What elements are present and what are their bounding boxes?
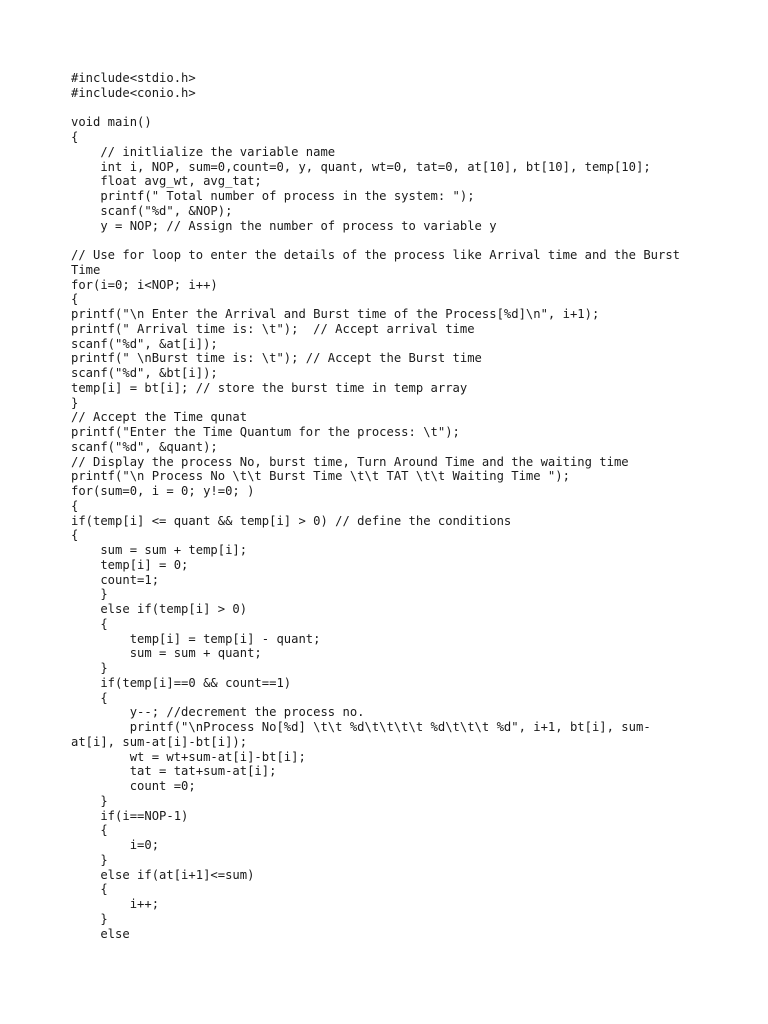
code-line: float avg_wt, avg_tat; (71, 174, 262, 189)
code-line: else (71, 926, 130, 941)
code-line: y--; //decrement the process no. (71, 705, 365, 720)
code-line: } (71, 395, 79, 410)
code-line: tat = tat+sum-at[i]; (71, 764, 277, 779)
code-line: if(temp[i] <= quant && temp[i] > 0) // define the conditions (71, 513, 512, 528)
code-line: printf("Enter the Time Quantum for the process: \t"); (71, 425, 460, 439)
code-line: #include<conio.h> (71, 85, 196, 100)
code-line: temp[i] = bt[i]; // store the burst time in temp array (71, 380, 468, 395)
code-line (71, 233, 731, 248)
code-line: { (71, 882, 108, 897)
code-line: #include<stdio.h> (71, 71, 196, 85)
code-line: { (71, 130, 79, 144)
code-line: else if(at[i+1]<=sum) (71, 867, 255, 882)
code-line: void main() (71, 115, 152, 130)
code-listing (71, 71, 731, 941)
code-line: printf("\n Enter the Arrival and Burst time of the Process[%d]\n", i+1); (71, 307, 600, 321)
code-line: { (71, 823, 108, 838)
code-line (71, 101, 731, 116)
code-line: Time (71, 262, 101, 277)
code-line: i++; (71, 897, 160, 911)
code-line: temp[i] = 0; (71, 557, 189, 572)
code-line: { (71, 690, 108, 705)
code-line: scanf("%d", &quant); (71, 439, 218, 454)
code-line: } (71, 852, 108, 867)
code-line: } (71, 793, 108, 808)
code-line: for(i=0; i<NOP; i++) (71, 277, 218, 292)
code-line: printf("\n Process No \t\t Burst Time \t\t TAT \t\t Waiting Time "); (71, 469, 570, 484)
code-line: { (71, 616, 108, 631)
code-line: // Use for loop to enter the details of the process like Arrival time and the Burst (71, 248, 681, 262)
code-line: if(temp[i]==0 && count==1) (71, 675, 292, 690)
code-line: sum = sum + quant; (71, 646, 262, 661)
code-line: scanf("%d", &at[i]); (71, 336, 218, 351)
code-line: // Accept the Time qunat (71, 410, 248, 425)
code-line: { (71, 498, 79, 513)
code-line: printf(" Total number of process in the system: "); (71, 189, 475, 203)
code-line: } (71, 661, 108, 675)
code-line: scanf("%d", &NOP); (71, 203, 233, 218)
code-line: for(sum=0, i = 0; y!=0; ) (71, 484, 255, 498)
code-line: sum = sum + temp[i]; (71, 543, 248, 557)
code-line: else if(temp[i] > 0) (71, 602, 248, 616)
code-line: scanf("%d", &bt[i]); (71, 366, 218, 380)
code-line: y = NOP; // Assign the number of process to variable y (71, 218, 497, 233)
code-line: } (71, 587, 108, 602)
code-line: // Display the process No, burst time, Turn Around Time and the waiting time (71, 454, 629, 469)
code-line: } (71, 911, 108, 926)
code-line: printf(" Arrival time is: \t"); // Accept arrival time (71, 321, 475, 336)
code-line: i=0; (71, 838, 160, 852)
code-line: wt = wt+sum-at[i]-bt[i]; (71, 749, 306, 764)
code-line: count=1; (71, 572, 160, 587)
code-line: count =0; (71, 779, 196, 793)
code-line: // initlialize the variable name (71, 144, 336, 159)
code-line: { (71, 528, 79, 543)
code-line: at[i], sum-at[i]-bt[i]); (71, 734, 248, 749)
code-line: temp[i] = temp[i] - quant; (71, 631, 321, 646)
code-line: { (71, 292, 79, 307)
code-line: if(i==NOP-1) (71, 808, 189, 823)
code-line: printf(" \nBurst time is: \t"); // Accept the Burst time (71, 351, 482, 366)
code-line: printf("\nProcess No[%d] \t\t %d\t\t\t\t %d\t\t\t %d", i+1, bt[i], sum- (71, 720, 651, 734)
code-line: int i, NOP, sum=0,count=0, y, quant, wt=0, tat=0, at[10], bt[10], temp[10]; (71, 159, 651, 174)
